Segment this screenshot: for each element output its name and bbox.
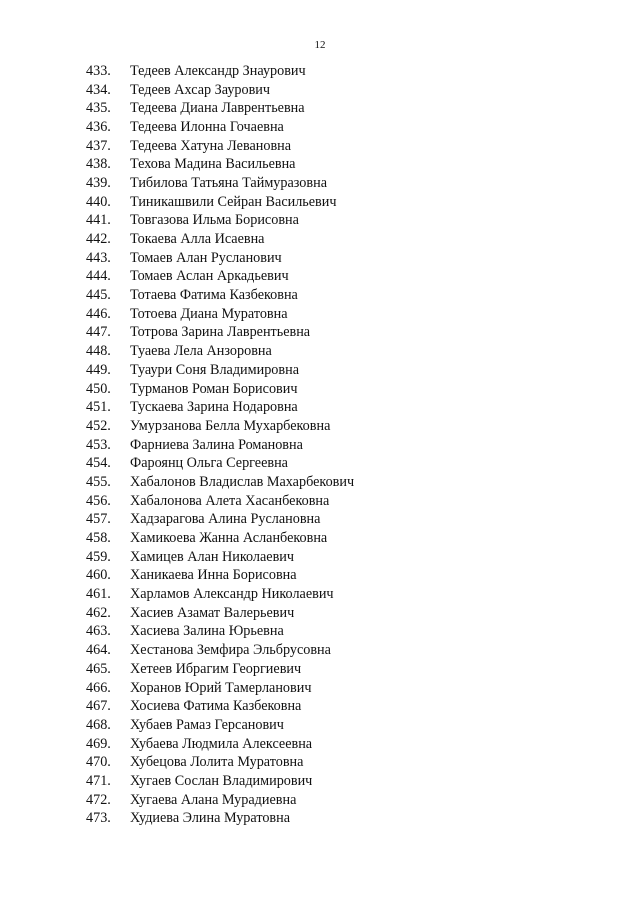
list-item: [86, 810, 354, 829]
item-name: Хосиева Фатима Казбековна: [130, 698, 302, 715]
item-name: Тедеева Илонна Гочаевна: [130, 118, 284, 135]
list-item: [86, 716, 354, 735]
list-item: [86, 118, 354, 137]
item-number: 472.: [86, 791, 111, 808]
list-item: [86, 81, 354, 100]
item-number: 461.: [86, 586, 111, 603]
item-name: Тотрова Зарина Лаврентьевна: [130, 324, 311, 341]
list-item: [86, 567, 354, 586]
item-number: 462.: [86, 604, 111, 621]
item-number: 433.: [86, 62, 111, 79]
list-item: [86, 585, 354, 604]
item-number: 442.: [86, 231, 111, 248]
list-item: [86, 193, 354, 212]
item-name: Турманов Роман Борисович: [130, 380, 298, 397]
list-item: [86, 99, 354, 118]
item-number: 473.: [86, 810, 111, 827]
item-number: 470.: [86, 754, 111, 771]
item-number: 435.: [86, 100, 111, 117]
list-item: [86, 735, 354, 754]
item-name: Хоранов Юрий Тамерланович: [130, 679, 312, 696]
item-name: Хугаев Сослан Владимирович: [130, 772, 313, 789]
list-item: [86, 324, 354, 343]
item-name: Томаев Аслан Аркадьевич: [130, 268, 289, 285]
item-name: Хасиев Азамат Валерьевич: [130, 604, 295, 621]
item-name: Ханикаева Инна Борисовна: [130, 567, 297, 584]
list-item: [86, 753, 354, 772]
item-name: Товгазова Ильма Борисовна: [130, 212, 299, 229]
item-number: 455.: [86, 473, 111, 490]
list-item: [86, 529, 354, 548]
item-name: Тедеев Ахсар Заурович: [130, 81, 271, 98]
list-item: [86, 249, 354, 268]
item-name: Хамицев Алан Николаевич: [130, 548, 295, 565]
item-number: 448.: [86, 343, 111, 360]
item-number: 460.: [86, 567, 111, 584]
item-name: Умурзанова Белла Мухарбековна: [130, 417, 331, 434]
item-number: 437.: [86, 137, 111, 154]
item-number: 467.: [86, 698, 111, 715]
name-list: [86, 62, 354, 828]
item-name: Харламов Александр Николаевич: [130, 586, 334, 603]
item-number: 451.: [86, 399, 111, 416]
item-number: 441.: [86, 212, 111, 229]
item-number: 444.: [86, 268, 111, 285]
item-number: 434.: [86, 81, 111, 98]
item-number: 449.: [86, 361, 111, 378]
item-name: Фароянц Ольга Сергеевна: [130, 455, 288, 472]
item-name: Хабалонов Владислав Махарбекович: [130, 473, 355, 490]
list-item: [86, 174, 354, 193]
list-item: [86, 286, 354, 305]
list-item: [86, 511, 354, 530]
item-name: Техова Мадина Васильевна: [130, 156, 296, 173]
item-number: 456.: [86, 492, 111, 509]
item-name: Тотаева Фатима Казбековна: [130, 287, 298, 304]
item-name: Хубаев Рамаз Герсанович: [130, 716, 284, 733]
item-number: 447.: [86, 324, 111, 341]
item-number: 445.: [86, 287, 111, 304]
list-item: [86, 473, 354, 492]
list-item: [86, 697, 354, 716]
list-item: [86, 342, 354, 361]
page-number: 12: [314, 39, 326, 51]
item-number: 464.: [86, 642, 111, 659]
list-item: [86, 548, 354, 567]
item-number: 463.: [86, 623, 111, 640]
item-name: Тускаева Зарина Нодаровна: [130, 399, 298, 416]
item-name: Тибилова Татьяна Таймуразовна: [130, 174, 327, 191]
item-number: 468.: [86, 716, 111, 733]
item-number: 459.: [86, 548, 111, 565]
item-number: 469.: [86, 735, 111, 752]
item-name: Томаев Алан Русланович: [130, 249, 282, 266]
list-item: [86, 230, 354, 249]
item-name: Хубаева Людмила Алексеевна: [130, 735, 313, 752]
item-number: 440.: [86, 193, 111, 210]
item-number: 438.: [86, 156, 111, 173]
item-number: 450.: [86, 380, 111, 397]
list-item: [86, 268, 354, 287]
list-item: [86, 623, 354, 642]
list-item: [86, 212, 354, 231]
list-item: [86, 660, 354, 679]
item-name: Хубецова Лолита Муратовна: [130, 754, 304, 771]
list-item: [86, 137, 354, 156]
list-item: [86, 641, 354, 660]
list-item: [86, 791, 354, 810]
item-number: 446.: [86, 305, 111, 322]
list-item: [86, 492, 354, 511]
item-number: 465.: [86, 660, 111, 677]
list-item: [86, 380, 354, 399]
item-number: 439.: [86, 174, 111, 191]
list-item: [86, 436, 354, 455]
list-item: [86, 772, 354, 791]
item-number: 452.: [86, 417, 111, 434]
item-number: 471.: [86, 772, 111, 789]
item-name: Фарниева Залина Романовна: [130, 436, 303, 453]
item-name: Хасиева Залина Юрьевна: [130, 623, 284, 640]
list-item: [86, 604, 354, 623]
item-name: Токаева Алла Исаевна: [130, 231, 265, 248]
item-number: 453.: [86, 436, 111, 453]
list-item: [86, 155, 354, 174]
list-item: [86, 679, 354, 698]
list-item: [86, 454, 354, 473]
item-name: Хамикоева Жанна Асланбековна: [130, 530, 328, 547]
item-name: Тиникашвили Сейран Васильевич: [130, 193, 337, 210]
item-name: Туаева Лела Анзоровна: [130, 343, 272, 360]
item-name: Худиева Элина Муратовна: [130, 810, 291, 827]
item-name: Хетеев Ибрагим Георгиевич: [130, 660, 302, 677]
list-item: [86, 305, 354, 324]
list-item: [86, 417, 354, 436]
item-number: 454.: [86, 455, 111, 472]
list-item: [86, 361, 354, 380]
item-name: Тедеев Александр Знаурович: [130, 62, 306, 79]
list-item: [86, 62, 354, 81]
item-number: 457.: [86, 511, 111, 528]
item-number: 443.: [86, 249, 111, 266]
item-number: 458.: [86, 530, 111, 547]
item-name: Хестанова Земфира Эльбрусовна: [130, 642, 331, 659]
item-name: Тотоева Диана Муратовна: [130, 305, 288, 322]
item-number: 436.: [86, 118, 111, 135]
list-item: [86, 398, 354, 417]
item-name: Хадзарагова Алина Руслановна: [130, 511, 321, 528]
item-number: 466.: [86, 679, 111, 696]
item-name: Туаури Соня Владимировна: [130, 361, 299, 378]
item-name: Хабалонова Алета Хасанбековна: [130, 492, 330, 509]
item-name: Хугаева Алана Мурадиевна: [130, 791, 297, 808]
item-name: Тедеева Диана Лаврентьевна: [130, 100, 305, 117]
item-name: Тедеева Хатуна Левановна: [130, 137, 292, 154]
